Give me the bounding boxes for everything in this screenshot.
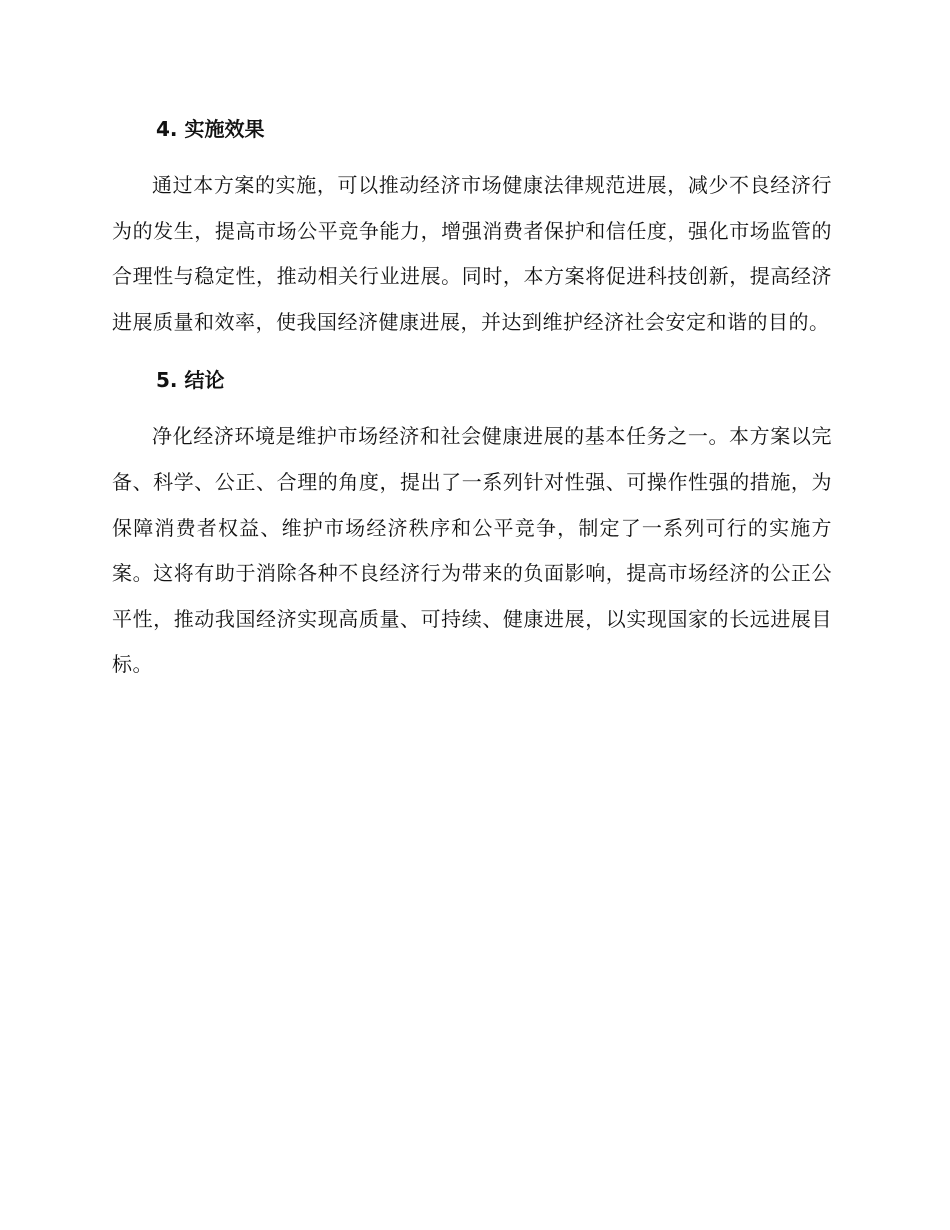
section-paragraph-conclusion: 净化经济环境是维护市场经济和社会健康进展的基本任务之一。本方案以完备、科学、公正、合理的角度，提出了一系列针对性强、可操作性强的措施，为保障消费者权益、维护市场经济秩序和公平竞争，制定了一系列可行的实施方案。这将有助于消除各种不良经济行为带来的负面影响，提高市场经济的公正公平性，推动我国经济实现高质量、可持续、健康进展，以实现国家的长远进展目标。 — [112, 424, 832, 677]
section-heading-conclusion: 5. 结论 — [156, 368, 225, 393]
section-heading-implementation-effect: 4. 实施效果 — [156, 117, 265, 141]
section-paragraph-implementation-effect: 通过本方案的实施，可以推动经济市场健康法律规范进展，减少不良经济行为的发生，提高市场公平竞争能力，增强消费者保护和信任度，强化市场监管的合理性与稳定性，推动相关行业进展。同时，本方案将促进科技创新，提高经济进展质量和效率，使我国经济健康进展，并达到维护经济社会安定和谐的目的。 — [112, 173, 832, 334]
document-body — [112, 112, 832, 688]
